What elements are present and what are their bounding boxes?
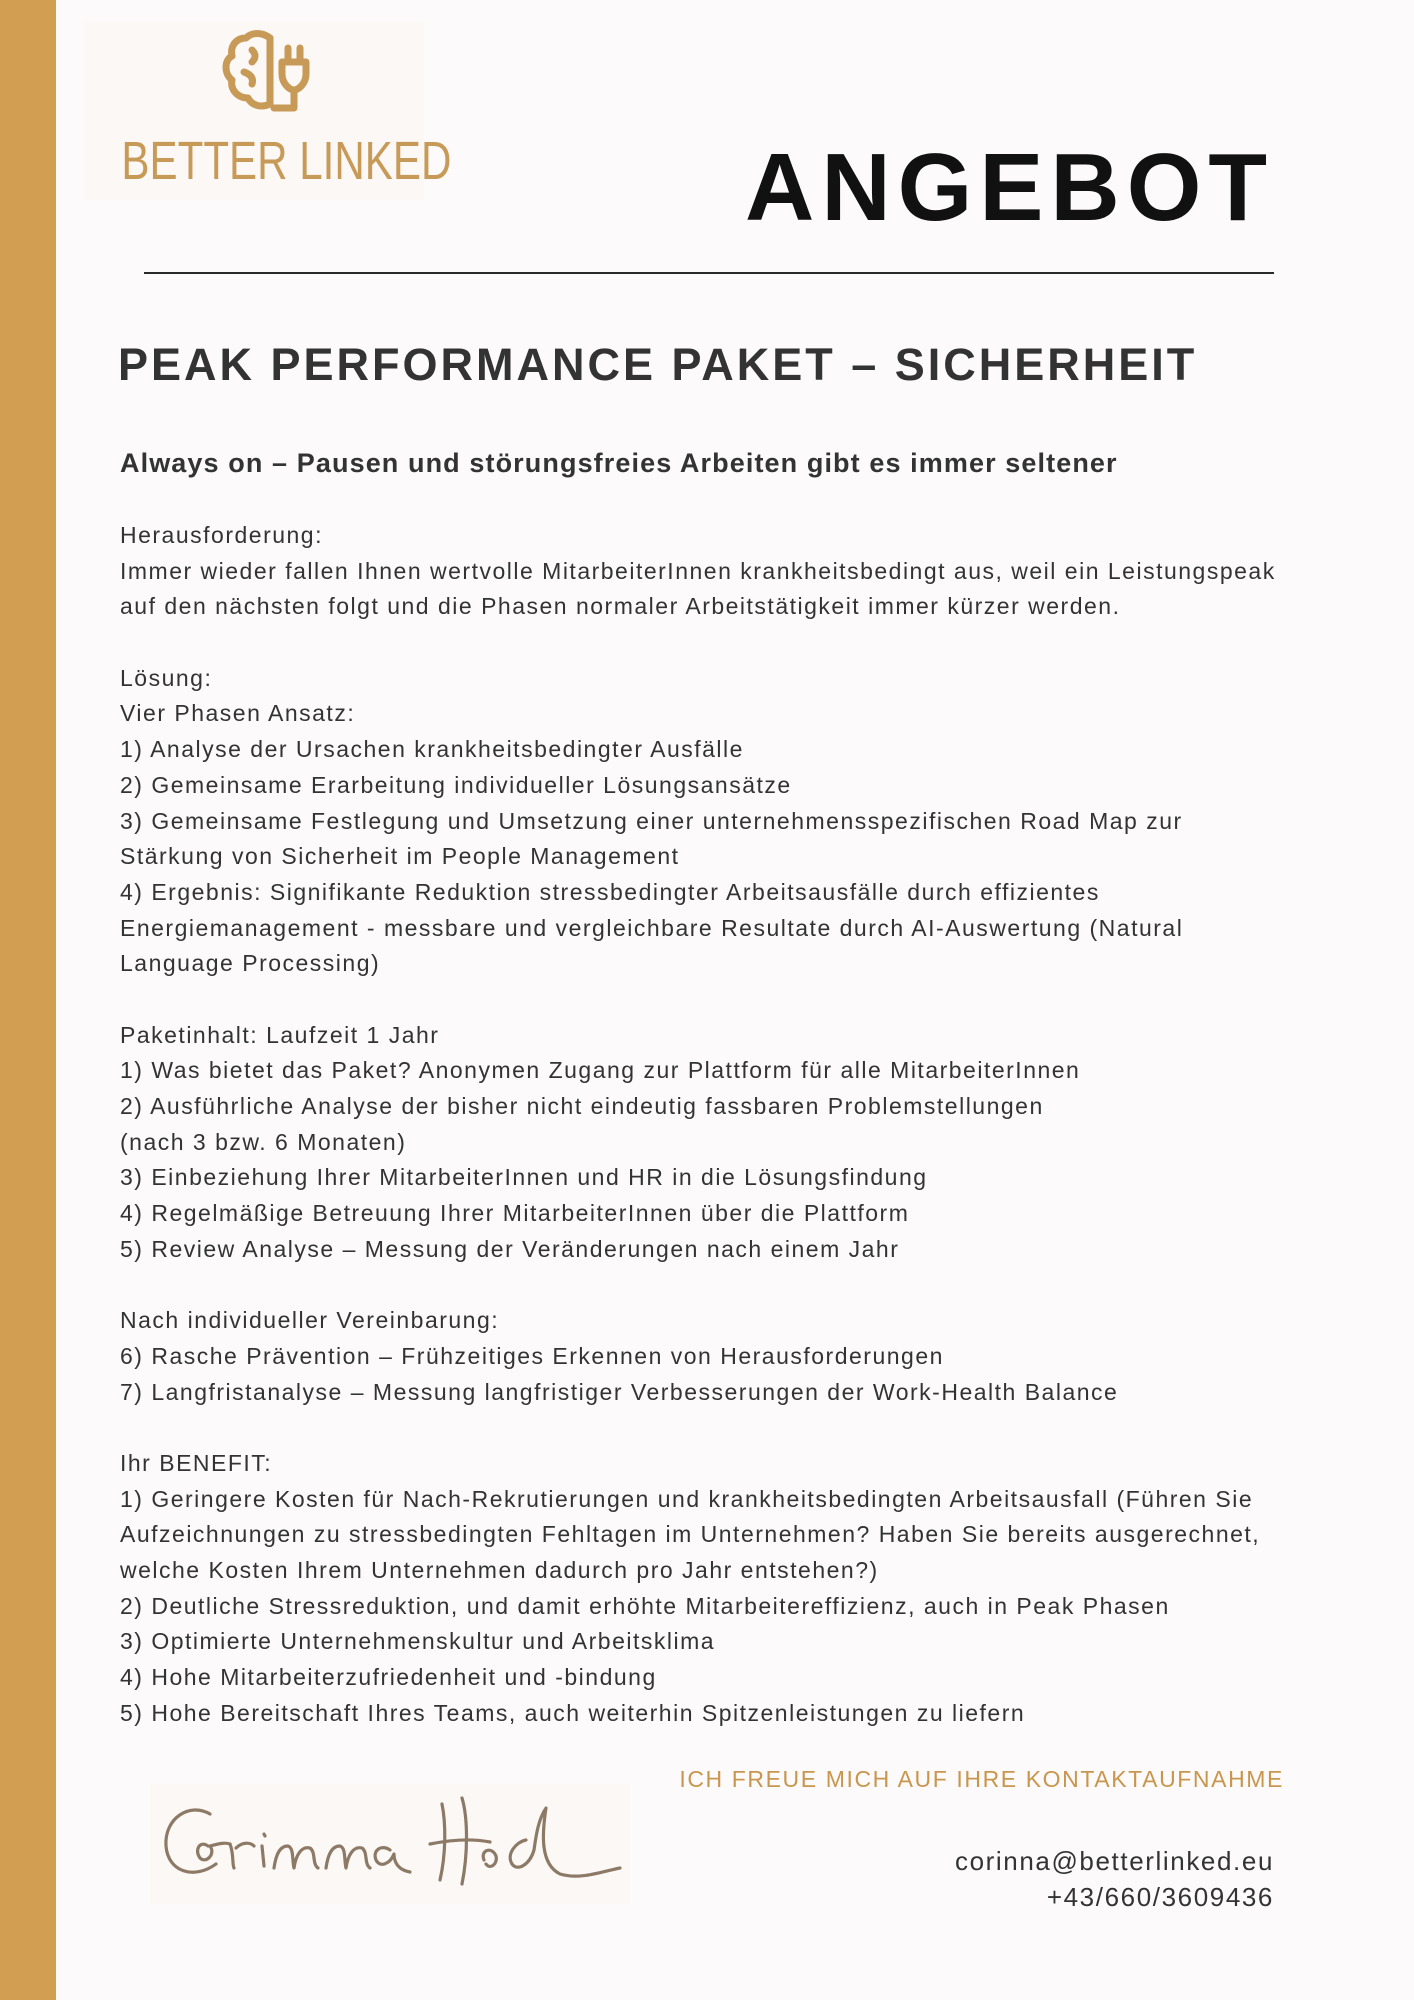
body-text-line: 2) Deutliche Stressreduktion, und damit erhöhte Mitarbeitereffizienz, auch in Peak Phasen (120, 1592, 1170, 1619)
blank-line (120, 625, 1350, 661)
contact-details (955, 1843, 1274, 1915)
body-text-line: 4) Hohe Mitarbeiterzufriedenheit und -bindung (120, 1664, 657, 1690)
body-text-line: auf den nächsten folgt und die Phasen normaler Arbeitstätigkeit immer kürzer werden. (120, 593, 1121, 620)
company-logo (84, 22, 452, 200)
body-text-line: 3) Gemeinsame Festlegung und Umsetzung einer unternehmensspezifischen Road Map zur (120, 807, 1183, 834)
body-text-line: Herausforderung: (120, 522, 323, 548)
signature-drawing (150, 1784, 630, 1904)
contact-email[interactable]: corinna@betterlinked.eu (954, 1846, 1274, 1876)
package-subtitle: Always on – Pausen und störungsfreies Arbeiten gibt es immer seltener (120, 448, 1118, 478)
body-text-line: Energiemanagement - messbare und vergleichbare Resultate durch AI-Auswertung (Natural (120, 914, 1184, 941)
body-text-line: 1) Was bietet das Paket? Anonymen Zugang zur Plattform für alle MitarbeiterInnen (120, 1057, 1081, 1084)
body-text-line: Immer wieder fallen Ihnen wertvolle MitarbeiterInnen krankheitsbedingt aus, weil ein Leistungspeak (120, 557, 1276, 584)
body-text-line: 5) Hohe Bereitschaft Ihres Teams, auch weiterhin Spitzenleistungen zu liefern (120, 1699, 1026, 1726)
body-text-line: Paketinhalt: Laufzeit 1 Jahr (120, 1021, 440, 1048)
body-text-line: Language Processing) (120, 950, 381, 977)
document-title: ANGEBOT (745, 134, 1274, 241)
package-title: PEAK PERFORMANCE PAKET – SICHERHEIT (118, 339, 1198, 390)
contact-phone[interactable]: +43/660/3609436 (1046, 1882, 1274, 1912)
blank-line (120, 982, 1350, 1018)
body-text-line: Ihr BENEFIT: (120, 1449, 273, 1476)
brain-plug-icon (222, 28, 318, 116)
body-text-line: 2) Ausführliche Analyse der bisher nicht eindeutig fassbaren Problemstellungen (120, 1093, 1044, 1119)
body-text-line: 4) Ergebnis: Signifikante Reduktion stressbedingter Arbeitsausfälle durch effizientes (120, 878, 1100, 905)
body-text-line: 1) Analyse der Ursachen krankheitsbedingter Ausfälle (120, 736, 744, 763)
body-text-line: 4) Regelmäßige Betreuung Ihrer MitarbeiterInnen über die Plattform (120, 1200, 910, 1227)
body-text-line: Stärkung von Sicherheit im People Management (120, 843, 680, 870)
body-text-line: Nach individueller Vereinbarung: (120, 1307, 500, 1334)
body-text-line: 3) Optimierte Unternehmenskultur und Arbeitsklima (120, 1628, 716, 1655)
body-text-line: 7) Langfristanalyse – Messung langfristiger Verbesserungen der Work-Health Balance (120, 1378, 1119, 1405)
body-text-line: (nach 3 bzw. 6 Monaten) (120, 1128, 407, 1155)
body-text-line: Aufzeichnungen zu stressbedingten Fehltagen im Unternehmen? Haben Sie bereits ausgerechnet, (120, 1521, 1261, 1548)
body-text-line: Lösung: (120, 664, 213, 691)
body-text-line: 3) Einbeziehung Ihrer MitarbeiterInnen und HR in die Lösungsfindung (120, 1164, 928, 1191)
body-text-line: 6) Rasche Prävention – Frühzeitiges Erkennen von Herausforderungen (120, 1342, 944, 1369)
blank-line (120, 1267, 1350, 1303)
title-divider (144, 272, 1274, 274)
body-text-line: Vier Phasen Ansatz: (120, 700, 356, 727)
body-text-line: 1) Geringere Kosten für Nach-Rekrutierungen und krankheitsbedingten Arbeitsausfall (Führen Sie (120, 1485, 1254, 1512)
body-text-line: welche Kosten Ihrem Unternehmen dadurch pro Jahr entstehen?) (120, 1556, 879, 1583)
contact-heading: ICH FREUE MICH AUF IHRE KONTAKTAUFNAHME (679, 1766, 1284, 1792)
accent-side-bar (0, 0, 56, 2000)
blank-line (120, 1410, 1350, 1446)
body-text-line: 5) Review Analyse – Messung der Veränderungen nach einem Jahr (120, 1235, 900, 1262)
body-text-line: 2) Gemeinsame Erarbeitung individueller Lösungsansätze (120, 771, 792, 798)
handwritten-signature (150, 1784, 630, 1904)
offer-body-text (120, 518, 1350, 1731)
logo-text: BETTER LINKED (121, 131, 452, 191)
